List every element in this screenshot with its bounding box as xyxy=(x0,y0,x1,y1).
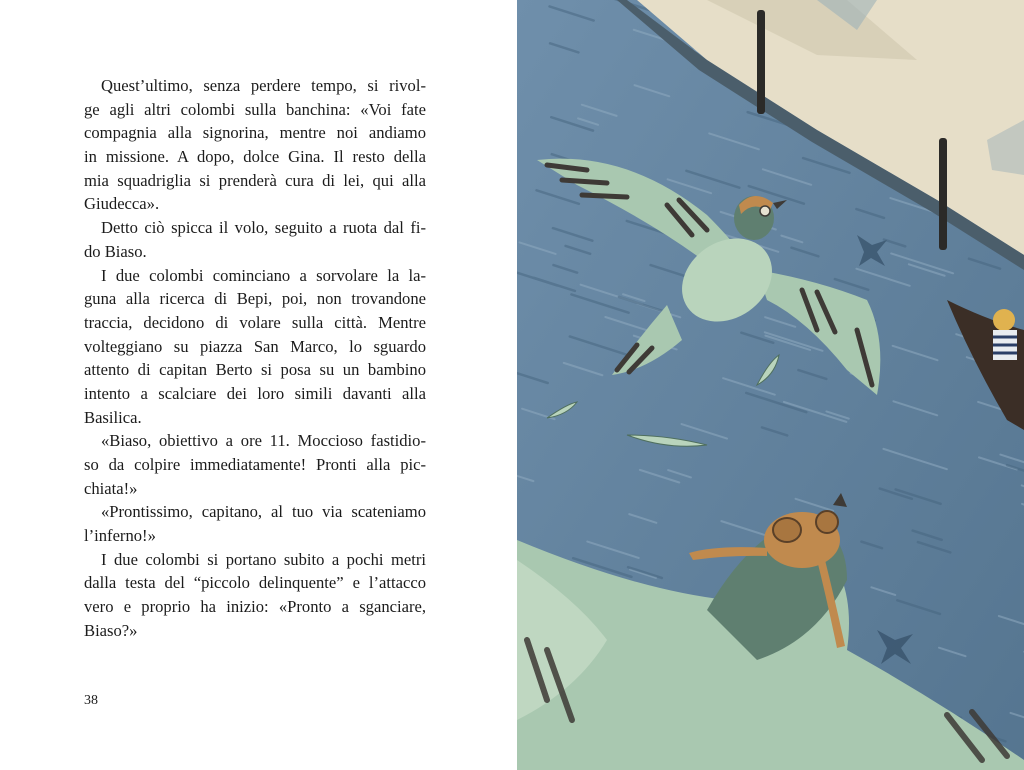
text-line: guna alla ricerca di Bepi, poi, non trovandone xyxy=(84,289,426,309)
text-line: Quest’ultimo, senza perdere tempo, si rivol- xyxy=(101,76,426,95)
goggles xyxy=(816,511,838,533)
gondolier-hat xyxy=(993,309,1015,331)
text-line: dalla testa del “piccolo delinquente” e l’attacco xyxy=(84,573,426,593)
text-line: Basilica. xyxy=(84,407,142,427)
text-line: do Biaso. xyxy=(84,241,147,261)
text-line: I due colombi si portano subito a pochi metri xyxy=(101,549,426,569)
text-line: ge agli altri colombi sulla banchina: «Voi fate xyxy=(84,99,426,119)
text-line: traccia, decidono di volare sulla città. Mentre xyxy=(84,312,426,332)
text-line: so da colpire immediatamente! Pronti alla pic- xyxy=(84,455,426,474)
text-line: attento di capitan Berto si posa su un bambino xyxy=(84,360,426,380)
text-line: compagnia alla signorina, mentre noi andiamo xyxy=(84,123,426,143)
text-line: vero e proprio ha inizio: «Pronto a sganciare, xyxy=(84,597,426,617)
text-line: Biaso?» xyxy=(84,620,138,640)
text-line: Detto ciò spicca il volo, seguito a ruota dal fi- xyxy=(101,218,426,238)
mooring-pole xyxy=(757,10,765,114)
goggles xyxy=(773,518,801,542)
text-line: chiata!» xyxy=(84,478,138,498)
body-text xyxy=(84,74,426,643)
text-line: Giudecca». xyxy=(84,194,160,214)
text-line: in missione. A dopo, dolce Gina. Il resto della xyxy=(84,147,426,167)
goggles xyxy=(760,206,770,216)
lagoon-pigeons-illustration xyxy=(517,0,1024,770)
text-line: «Prontissimo, capitano, al tuo via scateniamo xyxy=(101,502,426,522)
mooring-pole xyxy=(939,138,947,250)
text-line: intento a scalciare dei loro simili davanti alla xyxy=(84,383,426,403)
page-number: 38 xyxy=(84,693,98,708)
text-line: mia squadriglia si prenderà cura di lei, qui alla xyxy=(84,170,426,190)
text-line: «Biaso, obiettivo a ore 11. Moccioso fastidio- xyxy=(101,431,426,451)
text-line: I due colombi cominciano a sorvolare la la- xyxy=(101,265,426,285)
text-line: l’inferno!» xyxy=(84,526,156,546)
illustration-panel xyxy=(517,0,1024,770)
text-line: volteggiano su piazza San Marco, lo sguardo xyxy=(84,336,426,356)
